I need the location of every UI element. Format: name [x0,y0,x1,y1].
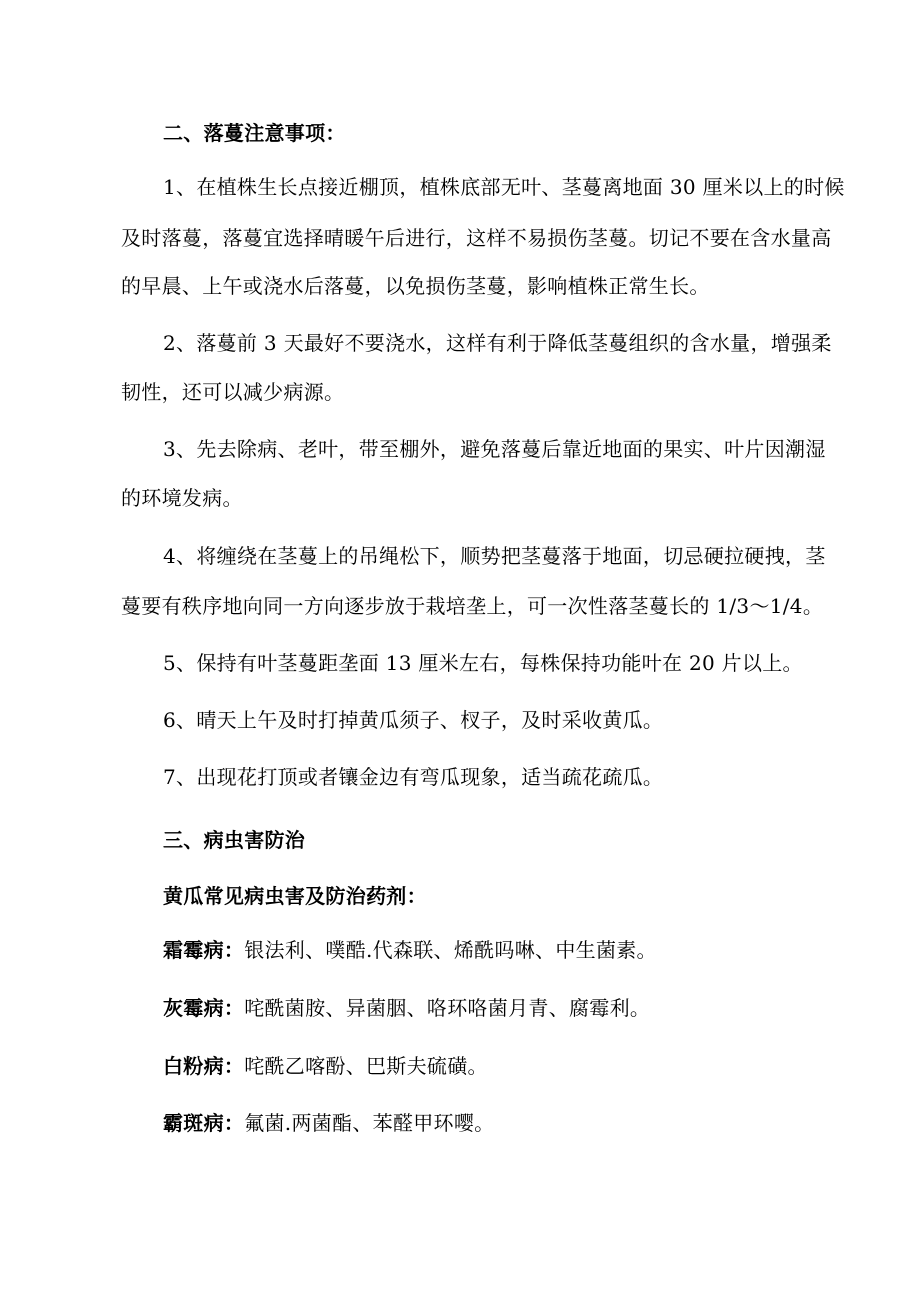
item-3-line-1: 3、先去除病、老叶，带至棚外，避免落蔓后靠近地面的果实、叶片因潮湿 [163,437,826,461]
disease-row [163,1111,494,1135]
item-6-line-1: 6、晴天上午及时打掉黄瓜须子、杈子，及时采收黄瓜。 [163,708,664,732]
disease-row [163,1054,488,1078]
item-5-line-1: 5、保持有叶茎蔓距垄面 13 厘米左右，每株保持功能叶在 20 片以上。 [163,651,803,675]
item-1-line-3: 的早晨、上午或浇水后落蔓，以免损伤茎蔓，影响植株正常生长。 [121,274,710,298]
item-2-line-1: 2、落蔓前 3 天最好不要浇水，这样有利于降低茎蔓组织的含水量，增强柔 [163,331,832,355]
disease-row [163,938,657,962]
section-heading-precautions: 二、落蔓注意事项： [163,121,346,145]
item-7-line-1: 7、出现花打顶或者镶金边有弯瓜现象，适当疏花疏瓜。 [163,765,664,789]
disease-remedy: 咤酰乙喀酚、巴斯夫硫磺。 [244,1054,488,1078]
subheading-common-pests: 黄瓜常见病虫害及防治药剂： [163,884,427,908]
item-3-line-2: 的环境发病。 [121,486,243,510]
disease-remedy: 氟菌.两菌酯、苯醛甲环嘤。 [244,1111,495,1135]
item-1-line-1: 1、在植株生长点接近棚顶，植株底部无叶、茎蔓离地面 30 厘米以上的时候 [163,175,845,199]
section-heading-pest-control: 三、病虫害防治 [163,828,306,852]
disease-remedy: 咤酰菌胺、异菌胭、咯环咯菌月青、腐霉利。 [244,996,651,1020]
disease-name: 灰霉病： [163,996,245,1020]
disease-name: 霜霉病： [163,938,245,962]
disease-row [163,996,650,1020]
item-2-line-2: 韧性，还可以减少病源。 [121,380,345,404]
disease-name: 霸斑病： [163,1111,245,1135]
disease-name: 白粉病： [163,1054,245,1078]
item-1-line-2: 及时落蔓，落蔓宜选择晴暖午后进行，这样不易损伤茎蔓。切记不要在含水量高 [121,226,832,250]
item-4-line-2: 蔓要有秩序地向同一方向逐步放于栽培垄上，可一次性落茎蔓长的 1/3～1/4。 [121,594,824,618]
disease-remedy: 银法利、噗酷.代森联、烯酰吗啉、中生菌素。 [244,938,657,962]
item-4-line-1: 4、将缠绕在茎蔓上的吊绳松下，顺势把茎蔓落于地面，切忌硬拉硬拽，茎 [163,544,826,568]
